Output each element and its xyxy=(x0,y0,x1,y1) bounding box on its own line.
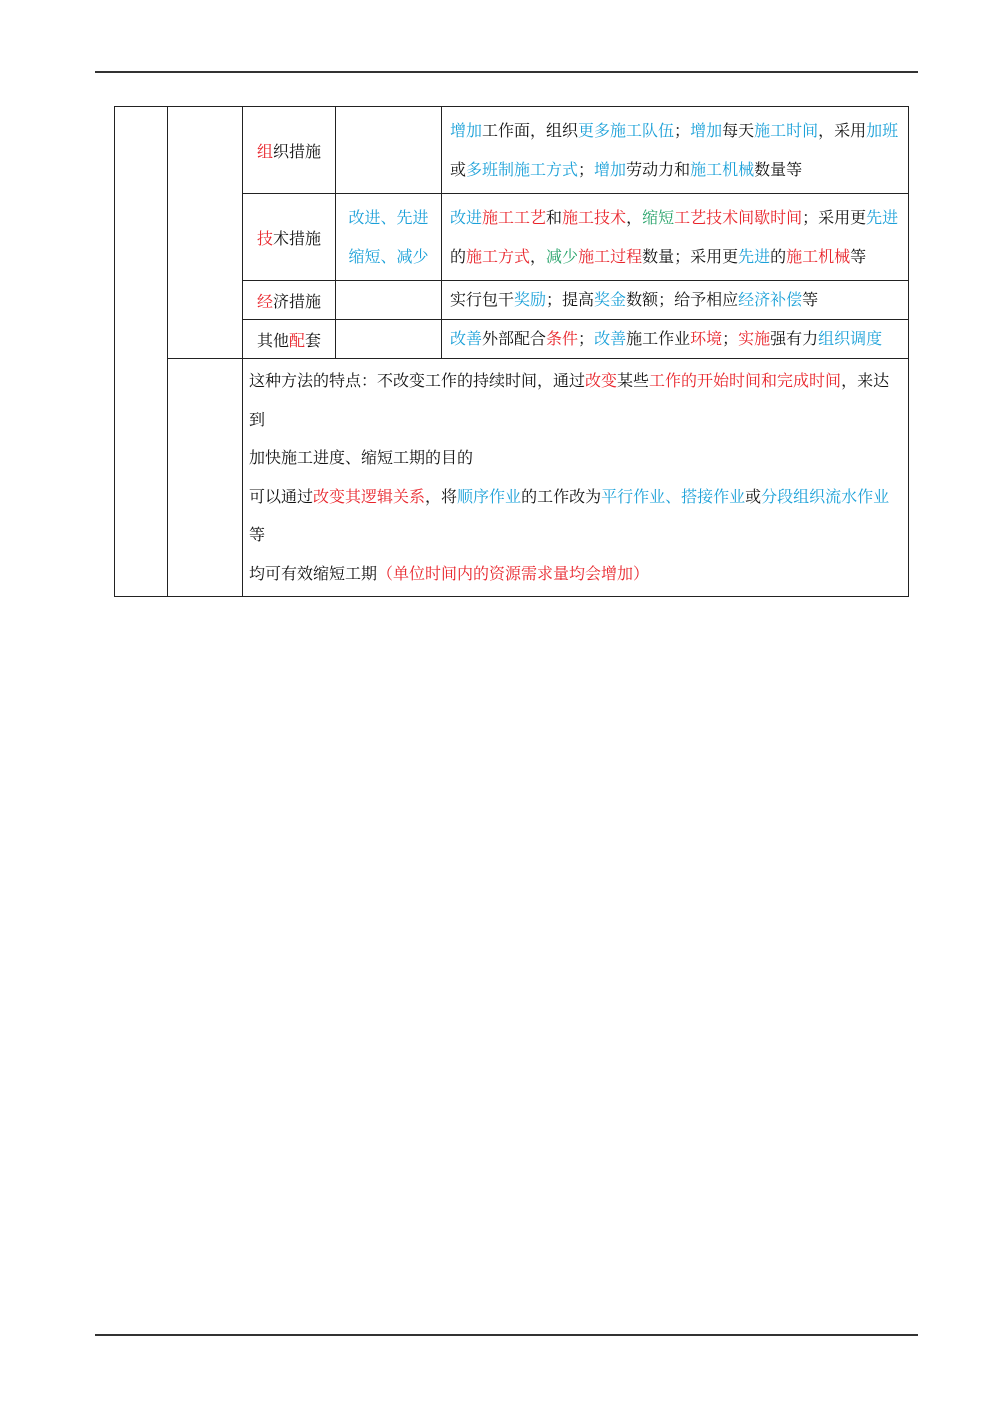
keyword-cell xyxy=(336,281,442,320)
description-cell: 改进施工工艺和施工技术，缩短工艺技术间歇时间；采用更先进 的施工方式，减少施工过程数量；采用更先进的施工机械等 xyxy=(442,194,909,281)
keyword-cell xyxy=(336,107,442,194)
group-compress-duration xyxy=(168,107,243,359)
schedule-adjustment-table xyxy=(114,106,909,597)
group-change-logic xyxy=(168,359,243,597)
footer-divider xyxy=(95,1334,918,1336)
description-cell: 改善外部配合条件；改善施工作业环境；实施强有力组织调度 xyxy=(442,320,909,359)
table-col1-label xyxy=(115,107,168,597)
keyword-cell: 改进、先进 缩短、减少 xyxy=(336,194,442,281)
measure-cell: 技术措施 xyxy=(243,194,336,281)
keyword-cell xyxy=(336,320,442,359)
description-cell: 实行包干奖励；提高奖金数额；给予相应经济补偿等 xyxy=(442,281,909,320)
logic-description-cell: 这种方法的特点：不改变工作的持续时间，通过改变某些工作的开始时间和完成时间，来达到 加快施工进度、缩短工期的目的 可以通过改变其逻辑关系，将顺序作业的工作改为平行作业、搭接作业或分段组织流水作业等 均可有效缩短工期（单位时间内的资源需求量均会增加） xyxy=(243,359,909,597)
measure-cell: 其他配套 xyxy=(243,320,336,359)
measure-cell: 经济措施 xyxy=(243,281,336,320)
description-cell: 增加工作面，组织更多施工队伍；增加每天施工时间，采用加班 或多班制施工方式；增加劳动力和施工机械数量等 xyxy=(442,107,909,194)
header-divider xyxy=(95,71,918,73)
measure-cell: 组织措施 xyxy=(243,107,336,194)
